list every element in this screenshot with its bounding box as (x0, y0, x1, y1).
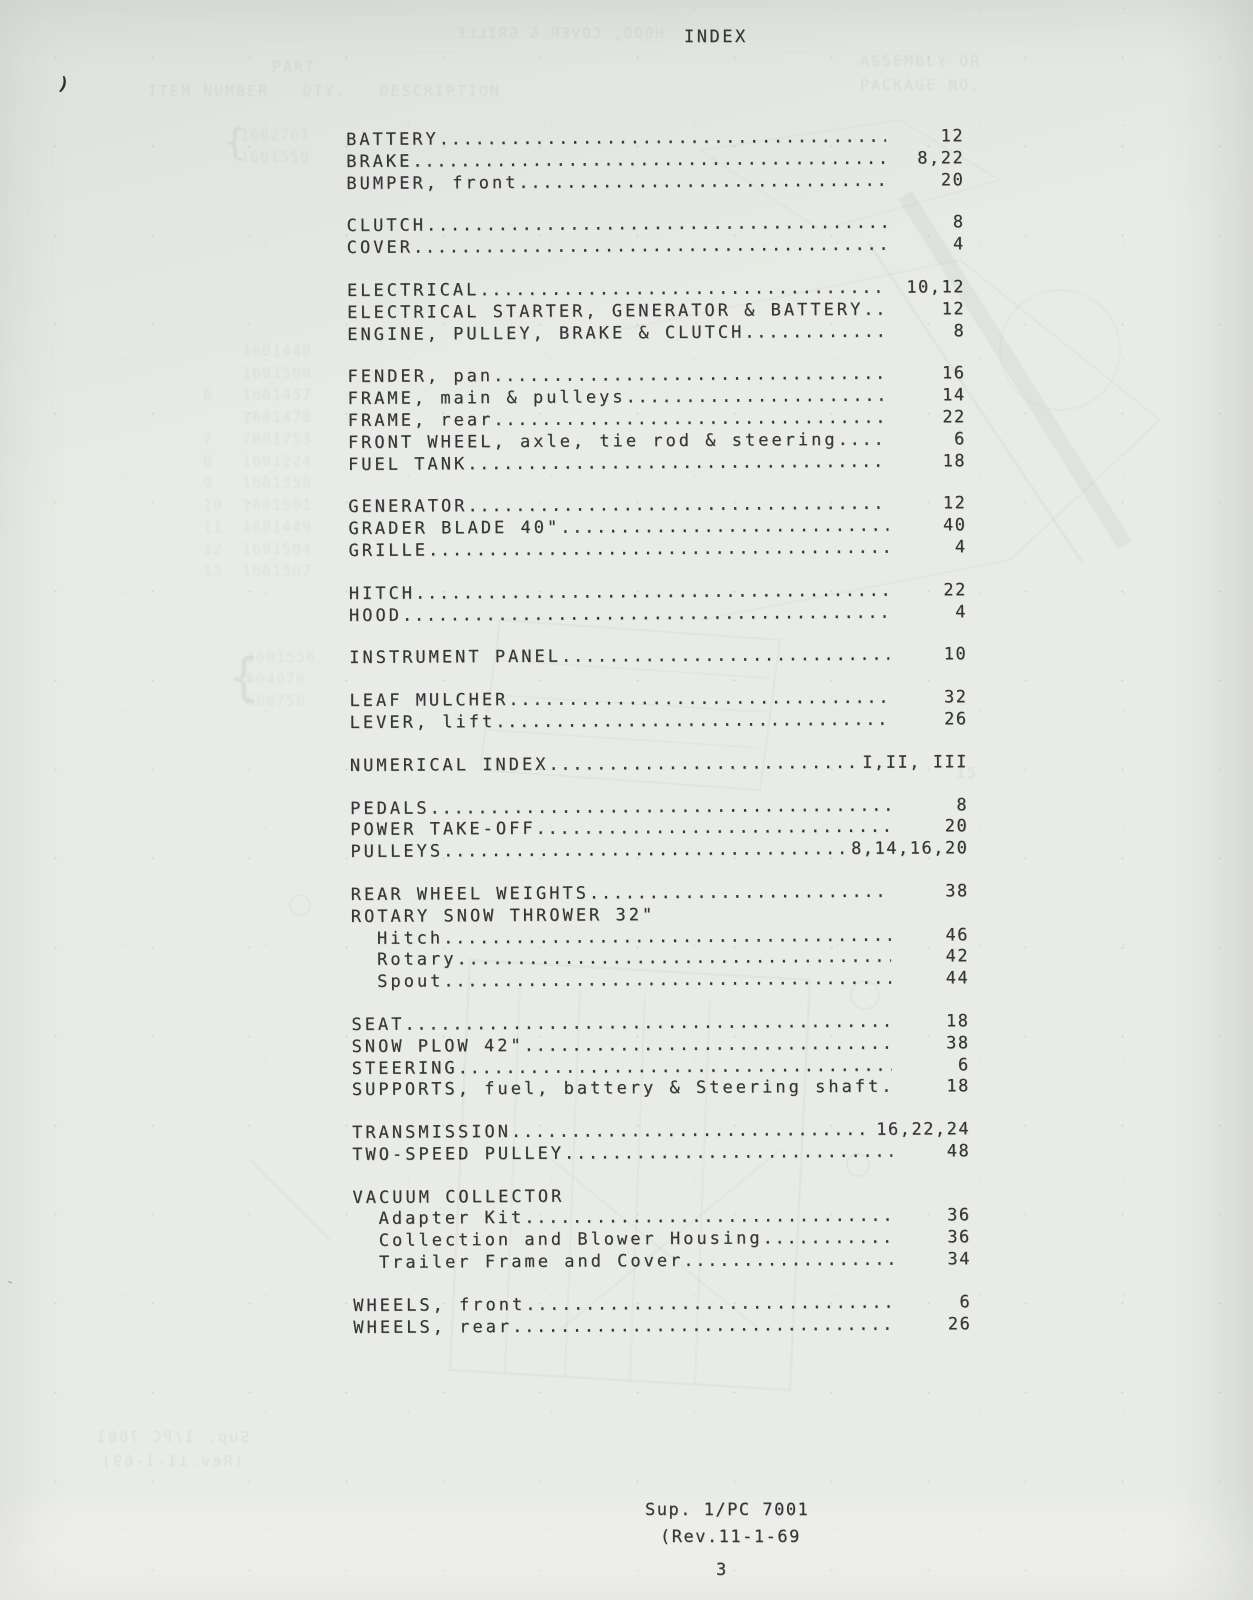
dot-leader (413, 235, 887, 258)
ghost-header-mirrored: HOOD, COVER & GRILLE (455, 26, 664, 42)
ghost-text (203, 406, 223, 428)
ghost-text: 1602761 (240, 126, 311, 144)
dot-leader (493, 408, 888, 430)
index-page-number: 34 (947, 1249, 971, 1270)
index-entry-label: BRAKE (346, 151, 413, 172)
index-entry-label: INSTRUMENT PANEL (349, 647, 562, 669)
index-entry-label: SEAT (351, 1014, 405, 1035)
dot-leader (512, 1314, 893, 1336)
index-row (351, 968, 969, 994)
index-entry-label: ENGINE, PULLEY, BRAKE & CLUTCH (347, 322, 745, 345)
ghost-part-numbers-top (240, 124, 310, 168)
ghost-text: 13 (203, 562, 224, 580)
ghost-text: 6 (203, 386, 214, 404)
index-page-number: 14 (942, 385, 966, 406)
page-title: INDEX (684, 27, 748, 47)
index-entry-label: GENERATOR (348, 496, 468, 518)
index-row (349, 602, 967, 628)
index-group (351, 881, 970, 994)
index-row (346, 170, 964, 196)
ghost-margin-note: 15 (956, 764, 979, 782)
index-entry-label: BUMPER, front (346, 172, 519, 194)
ghost-text: 1601501 (242, 496, 313, 514)
ghost-column-header-assembly: ASSEMBLY OR (860, 52, 982, 70)
dot-leader (443, 969, 891, 992)
dot-leader (518, 170, 886, 192)
index-group (349, 645, 967, 671)
index-group (351, 1011, 970, 1102)
index-page-number: 18 (946, 1076, 970, 1097)
footer-page-number: 3 (716, 1560, 728, 1580)
index-row (350, 709, 968, 735)
dot-leader (838, 429, 888, 449)
dot-leader (443, 925, 891, 948)
dot-leader (626, 386, 888, 408)
dot-leader (511, 1120, 870, 1142)
dot-leader (524, 1206, 893, 1228)
dot-leader (493, 364, 888, 386)
ghost-text: 7001753 (242, 430, 313, 448)
index-entry-label: Spout (377, 971, 444, 992)
dot-leader (430, 795, 891, 818)
index-page-number: 4 (952, 234, 965, 255)
index-entry-label: LEVER, lift (349, 712, 496, 733)
index-page-number: 4 (955, 601, 968, 622)
index-page-number: 22 (942, 407, 966, 428)
dot-leader (402, 602, 889, 625)
index-entry-label: Rotary (377, 949, 457, 971)
index-group (352, 1119, 970, 1166)
index-page-number: 26 (944, 709, 968, 730)
index-page-number: 16,22,24 (876, 1119, 971, 1140)
index-entry-label: COVER (346, 237, 413, 259)
ghost-column-header-item: ITEM NUMBER QTY. DESCRIPTION (148, 82, 501, 100)
index-page-number: 36 (947, 1205, 971, 1226)
index-entry-label: POWER TAKE-OFF (350, 819, 536, 841)
index-group (350, 752, 968, 778)
dot-leader (479, 278, 887, 300)
index-row (347, 321, 965, 347)
ghost-text: 11 (203, 518, 224, 536)
index-page-number: 8,14,16,20 (850, 838, 969, 860)
ghost-column-header-part: PART (272, 58, 317, 76)
dot-leader (415, 580, 889, 603)
dot-leader (467, 451, 888, 474)
ghost-column-header-package: PACKAGE NO. (860, 76, 982, 94)
dot-leader (744, 321, 887, 342)
index-entry-label: GRADER BLADE 40" (348, 517, 561, 540)
index-page-number: 40 (942, 515, 967, 536)
index-page-number: 12 (942, 493, 967, 514)
index-row (352, 1141, 970, 1167)
dot-leader (443, 839, 845, 861)
index-page-number: 8 (952, 212, 965, 233)
index-group (353, 1292, 971, 1339)
index-row (350, 838, 968, 864)
index-group (347, 213, 965, 260)
dot-leader (525, 1293, 893, 1315)
index-group (352, 1184, 971, 1275)
index-page-number: 20 (940, 169, 965, 190)
ghost-item-numbers (203, 340, 223, 582)
index-page-number: 44 (945, 968, 970, 989)
index-page-number: 6 (959, 1292, 972, 1313)
index-entry-label: LEAF MULCHER (349, 690, 509, 712)
index-entry-label: HOOD (348, 605, 402, 626)
ghost-footer-mirrored-line2: (Rev.11-1-69) (100, 1452, 244, 1470)
ghost-text: 1601350 (242, 474, 313, 492)
dot-leader (495, 710, 890, 732)
index-entry-label: STEERING (351, 1057, 458, 1079)
ghost-text: 7 (203, 430, 214, 448)
index-entry-label: WHEELS, front (353, 1294, 526, 1316)
dot-leader (458, 1055, 892, 1078)
stray-tick-mark: ` (5, 1276, 21, 1299)
ghost-text: 1601550 (240, 148, 311, 166)
index-entry-label: FRAME, rear (347, 410, 494, 431)
index-row (349, 645, 967, 671)
ghost-part-numbers-mid (242, 340, 312, 582)
index-entry-label: PULLEYS (350, 841, 444, 863)
ghost-brace-low: { (228, 648, 260, 708)
dot-leader (763, 1228, 893, 1249)
index-entry-label: CLUTCH (346, 215, 427, 237)
index-page-number: 38 (946, 1032, 970, 1054)
dot-leader (536, 817, 891, 839)
footer-supplement-label: Sup. 1/PC 7001 (645, 1500, 810, 1520)
index-page-number: 20 (944, 816, 969, 837)
ghost-text: 1601224 (242, 452, 313, 470)
index-entry-label: FRAME, main & pulleys (347, 387, 626, 410)
index-page-number: 18 (945, 1011, 970, 1032)
ghost-text (203, 340, 223, 362)
ghost-text: 604070 (246, 670, 307, 688)
dot-leader (589, 882, 891, 904)
ghost-text: 12 (203, 540, 224, 558)
dot-leader (863, 299, 887, 319)
dot-leader (508, 688, 889, 710)
index-entry-label: BATTERY (346, 129, 439, 150)
dot-leader (560, 516, 888, 538)
index-row (353, 1314, 971, 1340)
index-entry-label: Trailer Frame and Cover (378, 1251, 684, 1273)
index-row (347, 234, 965, 260)
index-entry-label: TRANSMISSION (352, 1122, 512, 1144)
ghost-text: 1601448 (242, 342, 313, 360)
index-page-number: 36 (947, 1227, 971, 1248)
index-group (347, 277, 965, 346)
ghost-text: 9 (203, 474, 214, 492)
index-entry-label: GRILLE (348, 540, 429, 561)
index-entry-label: FUEL TANK (347, 453, 468, 475)
index-page-number: 8 (956, 794, 969, 815)
ghost-text (203, 362, 223, 384)
index-entry-label: SUPPORTS, fuel, battery & Steering shaft (351, 1077, 882, 1101)
index-entry-label: FENDER, pan (347, 366, 494, 388)
index-page-number: 16 (941, 363, 966, 384)
dot-leader (561, 645, 889, 667)
index-row (350, 752, 968, 778)
ghost-text: 1601504 (242, 540, 313, 558)
ghost-text: 8 (203, 452, 214, 470)
index-entry-label: ROTARY SNOW THROWER 32" (350, 904, 656, 927)
dot-leader (881, 1077, 892, 1097)
index-page-number: 22 (943, 579, 967, 601)
index-entry-label: SNOW PLOW 42" (351, 1035, 524, 1057)
ghost-text: 600750 (246, 692, 307, 710)
index-page-number: 18 (942, 450, 967, 471)
footer-revision-label: (Rev.11-1-69 (660, 1527, 801, 1547)
index-page-number: 12 (940, 126, 965, 147)
dot-leader (404, 1012, 891, 1035)
index-page-number: 12 (941, 299, 966, 320)
index-page-number: 6 (954, 428, 966, 450)
ghost-text: 1601457 (242, 386, 313, 404)
index-entry-label: Collection and Blower Housing (378, 1228, 763, 1252)
index-entry-label: HITCH (348, 583, 416, 604)
index-page-number: 26 (947, 1313, 972, 1335)
index-row (353, 1249, 971, 1275)
index-entry-label: REAR WHEEL WEIGHTS (350, 883, 589, 905)
index-row (348, 451, 966, 477)
index-group (350, 795, 968, 864)
dot-leader (456, 947, 891, 970)
index-row (349, 537, 967, 563)
ghost-brace-top: { (224, 122, 246, 163)
dot-leader (439, 127, 886, 150)
index-entry-label: Hitch (376, 927, 444, 949)
index-page-number: 8,22 (917, 148, 965, 169)
index-entry-label: VACUUM COLLECTOR (352, 1186, 565, 1208)
index-page-number: 10,12 (906, 277, 966, 298)
ghost-footer-mirrored-line1: Sup. 1/PC 7001 (95, 1428, 250, 1446)
index-page-number: 42 (945, 946, 970, 967)
index-page-number: 4 (954, 537, 967, 558)
index-page-number: 38 (945, 881, 969, 902)
index-page-number: 32 (943, 687, 968, 708)
index-entry-label: PEDALS (350, 798, 430, 819)
index-row (352, 1077, 970, 1103)
index-list (346, 126, 972, 1360)
index-group (346, 126, 964, 195)
index-page-number: 46 (945, 924, 969, 945)
index-page-number: 48 (946, 1141, 971, 1162)
dot-leader (564, 1142, 892, 1164)
dot-leader (548, 753, 856, 775)
index-group (349, 580, 967, 627)
dot-leader (428, 538, 889, 561)
dot-leader (412, 148, 886, 171)
dot-leader (467, 494, 888, 517)
index-entry-label: ELECTRICAL STARTER, GENERATOR & BATTERY (347, 299, 864, 323)
ghost-text: 1601449 (242, 518, 313, 536)
index-entry-label: NUMERICAL INDEX (349, 754, 549, 776)
ghost-text: 1601478 (242, 408, 313, 426)
dot-leader (524, 1033, 892, 1055)
index-entry-label: WHEELS, rear (353, 1316, 513, 1338)
index-entry-label: Adapter Kit (378, 1208, 525, 1230)
index-group (347, 364, 966, 477)
index-page-number: 6 (957, 1054, 970, 1075)
index-entry-label: TWO-SPEED PULLEY (352, 1143, 565, 1165)
ghost-text: 1601500 (242, 364, 313, 382)
ghost-text: 1601556 (246, 648, 317, 666)
dot-leader (683, 1250, 893, 1271)
index-entry-label: ELECTRICAL (346, 280, 480, 301)
index-group (349, 687, 967, 734)
index-page-number: 10 (943, 644, 968, 665)
index-page-number: 8 (953, 320, 966, 341)
dot-leader (426, 213, 887, 236)
index-page-number: I,II, III (862, 751, 968, 773)
index-entry-label: FRONT WHEEL, axle, tie rod & steering (347, 429, 838, 453)
index-group (348, 494, 966, 563)
ghost-text: 1601507 (242, 562, 313, 580)
ghost-text: 10 (203, 496, 224, 514)
pen-mark: ) (55, 73, 72, 96)
